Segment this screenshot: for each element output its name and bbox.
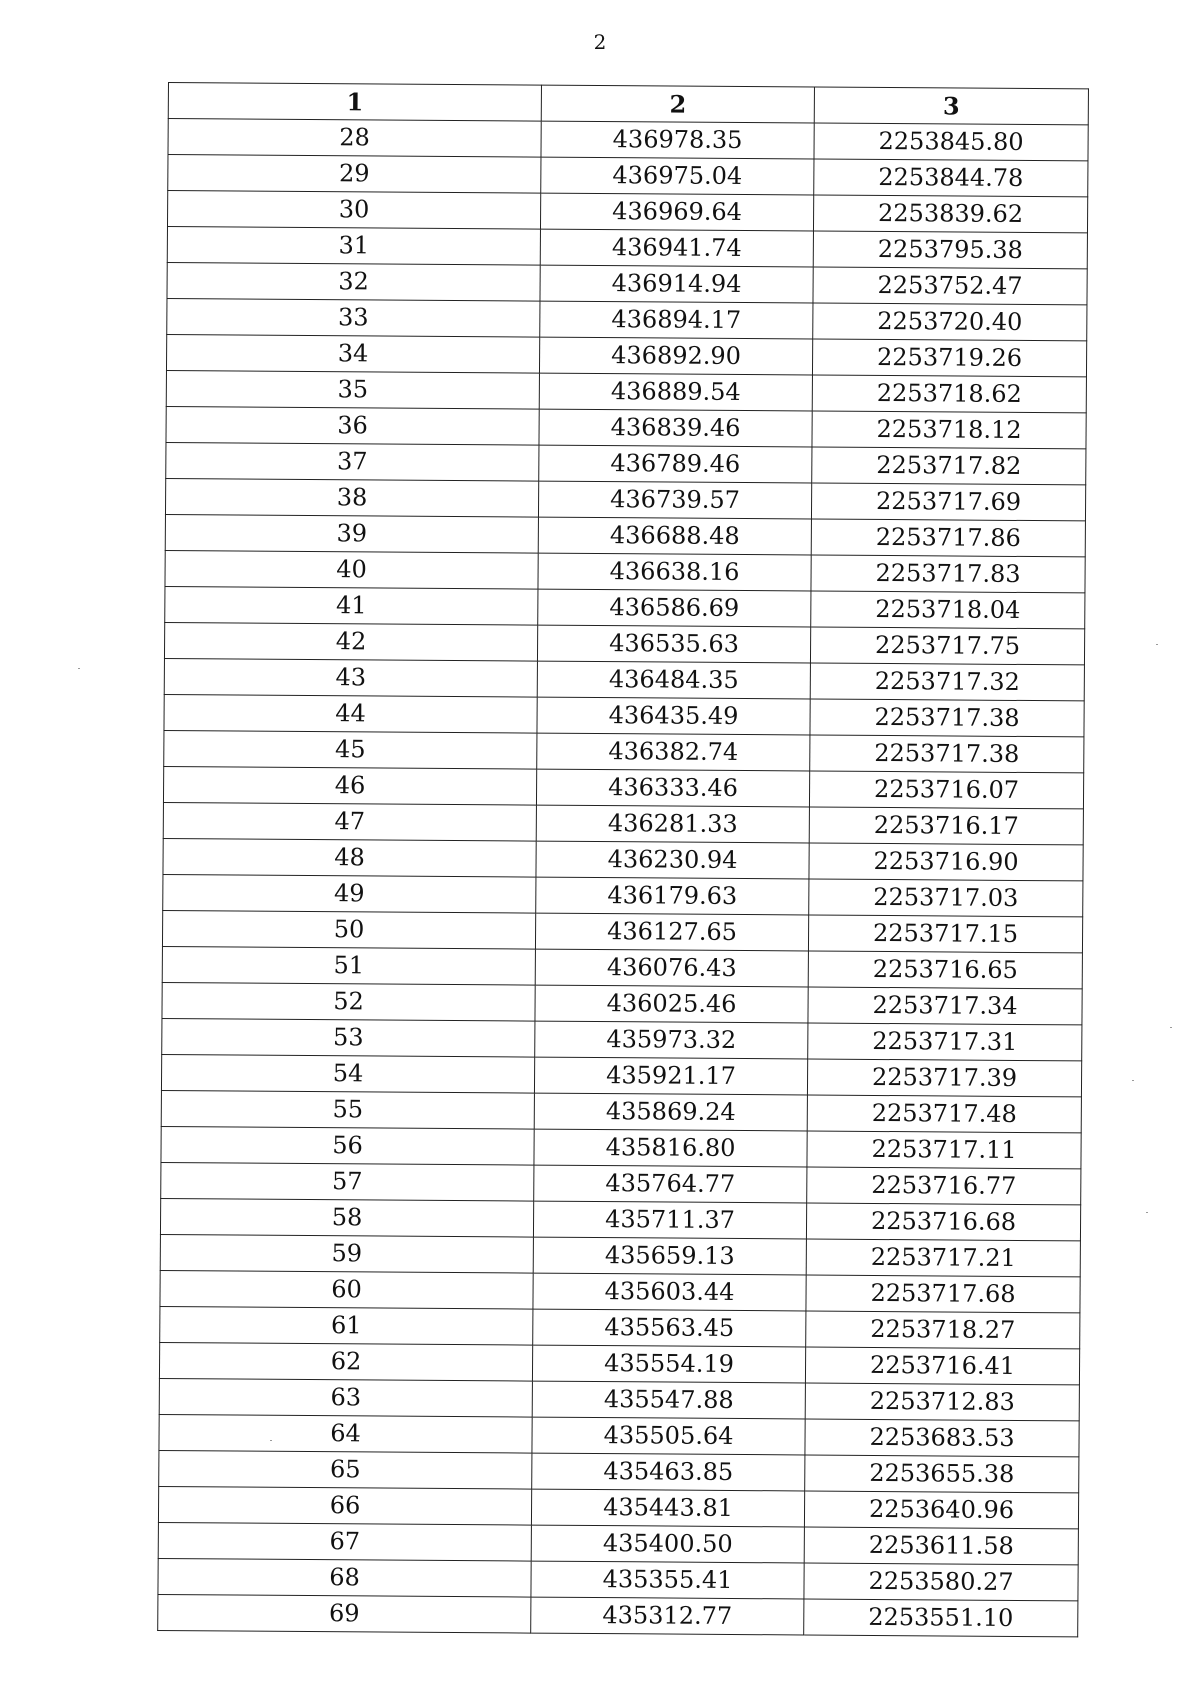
y-coordinate-cell: 2253712.83 <box>805 1383 1079 1421</box>
point-number-cell: 69 <box>158 1594 531 1633</box>
y-coordinate-cell: 2253752.47 <box>813 267 1087 305</box>
x-coordinate-cell: 435563.45 <box>533 1309 806 1347</box>
scan-speck <box>1156 644 1158 645</box>
y-coordinate-cell: 2253717.83 <box>811 555 1085 593</box>
x-coordinate-cell: 436789.46 <box>539 445 812 483</box>
point-number-cell: 53 <box>162 1018 535 1057</box>
x-coordinate-cell: 436638.16 <box>538 553 811 591</box>
point-number-cell: 44 <box>164 694 537 733</box>
scan-speck <box>1146 1212 1148 1213</box>
scan-speck <box>270 1440 272 1441</box>
point-number-cell: 54 <box>161 1054 534 1093</box>
x-coordinate-cell: 435921.17 <box>534 1057 807 1095</box>
point-number-cell: 36 <box>166 406 539 445</box>
x-coordinate-cell: 436969.64 <box>540 193 813 231</box>
x-coordinate-cell: 436941.74 <box>540 229 813 267</box>
x-coordinate-cell: 436586.69 <box>538 589 811 627</box>
point-number-cell: 65 <box>159 1450 532 1489</box>
x-coordinate-cell: 435400.50 <box>531 1525 804 1563</box>
y-coordinate-cell: 2253683.53 <box>805 1419 1079 1457</box>
y-coordinate-cell: 2253717.11 <box>807 1131 1081 1169</box>
y-coordinate-cell: 2253717.39 <box>807 1059 1081 1097</box>
y-coordinate-cell: 2253845.80 <box>814 123 1088 161</box>
point-number-cell: 41 <box>165 586 538 625</box>
point-number-cell: 30 <box>167 191 540 230</box>
y-coordinate-cell: 2253717.69 <box>811 483 1085 521</box>
column-header-3: 3 <box>814 87 1088 125</box>
x-coordinate-cell: 436839.46 <box>539 409 812 447</box>
point-number-cell: 49 <box>163 874 536 913</box>
x-coordinate-cell: 436382.74 <box>537 733 810 771</box>
x-coordinate-cell: 435659.13 <box>533 1237 806 1275</box>
y-coordinate-cell: 2253716.41 <box>805 1347 1079 1385</box>
x-coordinate-cell: 436435.49 <box>537 697 810 735</box>
point-number-cell: 33 <box>167 298 540 337</box>
point-number-cell: 29 <box>168 155 541 194</box>
x-coordinate-cell: 435869.24 <box>534 1093 807 1131</box>
point-number-cell: 64 <box>159 1414 532 1453</box>
point-number-cell: 40 <box>165 550 538 589</box>
x-coordinate-cell: 436975.04 <box>541 157 814 195</box>
y-coordinate-cell: 2253717.75 <box>810 627 1084 665</box>
point-number-cell: 56 <box>161 1126 534 1165</box>
y-coordinate-cell: 2253717.34 <box>808 987 1082 1025</box>
x-coordinate-cell: 436127.65 <box>535 913 808 951</box>
y-coordinate-cell: 2253795.38 <box>813 231 1087 269</box>
point-number-cell: 50 <box>162 910 535 949</box>
x-coordinate-cell: 435355.41 <box>531 1561 804 1599</box>
y-coordinate-cell: 2253655.38 <box>805 1455 1079 1493</box>
point-number-cell: 37 <box>166 442 539 481</box>
y-coordinate-cell: 2253640.96 <box>804 1491 1078 1529</box>
x-coordinate-cell: 436179.63 <box>536 877 809 915</box>
point-number-cell: 51 <box>162 946 535 985</box>
point-number-cell: 57 <box>161 1162 534 1201</box>
x-coordinate-cell: 435711.37 <box>533 1201 806 1239</box>
x-coordinate-cell: 436892.90 <box>539 337 812 375</box>
y-coordinate-cell: 2253719.26 <box>812 339 1086 377</box>
x-coordinate-cell: 435764.77 <box>534 1165 807 1203</box>
y-coordinate-cell: 2253844.78 <box>814 159 1088 197</box>
point-number-cell: 63 <box>159 1378 532 1417</box>
point-number-cell: 42 <box>164 622 537 661</box>
point-number-cell: 48 <box>163 838 536 877</box>
x-coordinate-cell: 435603.44 <box>533 1273 806 1311</box>
table-row <box>158 1594 1078 1636</box>
column-header-1: 1 <box>168 83 541 122</box>
x-coordinate-cell: 436688.48 <box>538 517 811 555</box>
y-coordinate-cell: 2253551.10 <box>804 1599 1078 1637</box>
y-coordinate-cell: 2253717.21 <box>806 1239 1080 1277</box>
y-coordinate-cell: 2253717.38 <box>810 699 1084 737</box>
point-number-cell: 61 <box>160 1306 533 1345</box>
point-number-cell: 66 <box>158 1486 531 1525</box>
x-coordinate-cell: 435973.32 <box>535 1021 808 1059</box>
x-coordinate-cell: 435443.81 <box>531 1489 804 1527</box>
point-number-cell: 45 <box>164 730 537 769</box>
x-coordinate-cell: 436076.43 <box>535 949 808 987</box>
x-coordinate-cell: 436739.57 <box>538 481 811 519</box>
y-coordinate-cell: 2253717.38 <box>810 735 1084 773</box>
scan-speck <box>1170 1027 1172 1028</box>
x-coordinate-cell: 436914.94 <box>540 265 813 303</box>
point-number-cell: 47 <box>163 802 536 841</box>
y-coordinate-cell: 2253716.77 <box>807 1167 1081 1205</box>
x-coordinate-cell: 435312.77 <box>531 1597 804 1635</box>
x-coordinate-cell: 436889.54 <box>539 373 812 411</box>
scan-speck <box>78 668 80 669</box>
point-number-cell: 43 <box>164 658 537 697</box>
y-coordinate-cell: 2253716.07 <box>809 771 1083 809</box>
table-body <box>158 119 1089 1637</box>
y-coordinate-cell: 2253717.32 <box>810 663 1084 701</box>
x-coordinate-cell: 435547.88 <box>532 1381 805 1419</box>
y-coordinate-cell: 2253717.86 <box>811 519 1085 557</box>
y-coordinate-cell: 2253718.04 <box>811 591 1085 629</box>
y-coordinate-cell: 2253717.03 <box>809 879 1083 917</box>
point-number-cell: 59 <box>160 1234 533 1273</box>
x-coordinate-cell: 435505.64 <box>532 1417 805 1455</box>
x-coordinate-cell: 435463.85 <box>532 1453 805 1491</box>
point-number-cell: 67 <box>158 1522 531 1561</box>
y-coordinate-cell: 2253716.65 <box>808 951 1082 989</box>
x-coordinate-cell: 436535.63 <box>537 625 810 663</box>
x-coordinate-cell: 436281.33 <box>536 805 809 843</box>
point-number-cell: 28 <box>168 119 541 158</box>
point-number-cell: 39 <box>165 514 538 553</box>
point-number-cell: 58 <box>160 1198 533 1237</box>
y-coordinate-cell: 2253717.48 <box>807 1095 1081 1133</box>
point-number-cell: 55 <box>161 1090 534 1129</box>
point-number-cell: 46 <box>163 766 536 805</box>
scan-speck <box>1132 1080 1134 1081</box>
y-coordinate-cell: 2253716.68 <box>806 1203 1080 1241</box>
y-coordinate-cell: 2253716.90 <box>809 843 1083 881</box>
column-header-2: 2 <box>541 85 814 123</box>
x-coordinate-cell: 436333.46 <box>536 769 809 807</box>
x-coordinate-cell: 436484.35 <box>537 661 810 699</box>
coordinates-table-wrapper <box>157 82 1088 1637</box>
y-coordinate-cell: 2253720.40 <box>813 303 1087 341</box>
y-coordinate-cell: 2253717.68 <box>806 1275 1080 1313</box>
coordinates-table <box>157 82 1089 1637</box>
x-coordinate-cell: 436978.35 <box>541 121 814 159</box>
y-coordinate-cell: 2253580.27 <box>804 1563 1078 1601</box>
page-number: 2 <box>593 30 607 54</box>
x-coordinate-cell: 435554.19 <box>532 1345 805 1383</box>
y-coordinate-cell: 2253716.17 <box>809 807 1083 845</box>
y-coordinate-cell: 2253718.27 <box>806 1311 1080 1349</box>
point-number-cell: 60 <box>160 1270 533 1309</box>
point-number-cell: 34 <box>166 334 539 373</box>
x-coordinate-cell: 436230.94 <box>536 841 809 879</box>
y-coordinate-cell: 2253839.62 <box>813 195 1087 233</box>
point-number-cell: 62 <box>159 1342 532 1381</box>
point-number-cell: 68 <box>158 1558 531 1597</box>
point-number-cell: 38 <box>165 478 538 517</box>
y-coordinate-cell: 2253717.15 <box>808 915 1082 953</box>
point-number-cell: 32 <box>167 262 540 301</box>
point-number-cell: 31 <box>167 226 540 265</box>
x-coordinate-cell: 436025.46 <box>535 985 808 1023</box>
y-coordinate-cell: 2253718.12 <box>812 411 1086 449</box>
y-coordinate-cell: 2253717.31 <box>808 1023 1082 1061</box>
point-number-cell: 52 <box>162 982 535 1021</box>
x-coordinate-cell: 435816.80 <box>534 1129 807 1167</box>
y-coordinate-cell: 2253718.62 <box>812 375 1086 413</box>
y-coordinate-cell: 2253717.82 <box>812 447 1086 485</box>
x-coordinate-cell: 436894.17 <box>540 301 813 339</box>
y-coordinate-cell: 2253611.58 <box>804 1527 1078 1565</box>
point-number-cell: 35 <box>166 370 539 409</box>
